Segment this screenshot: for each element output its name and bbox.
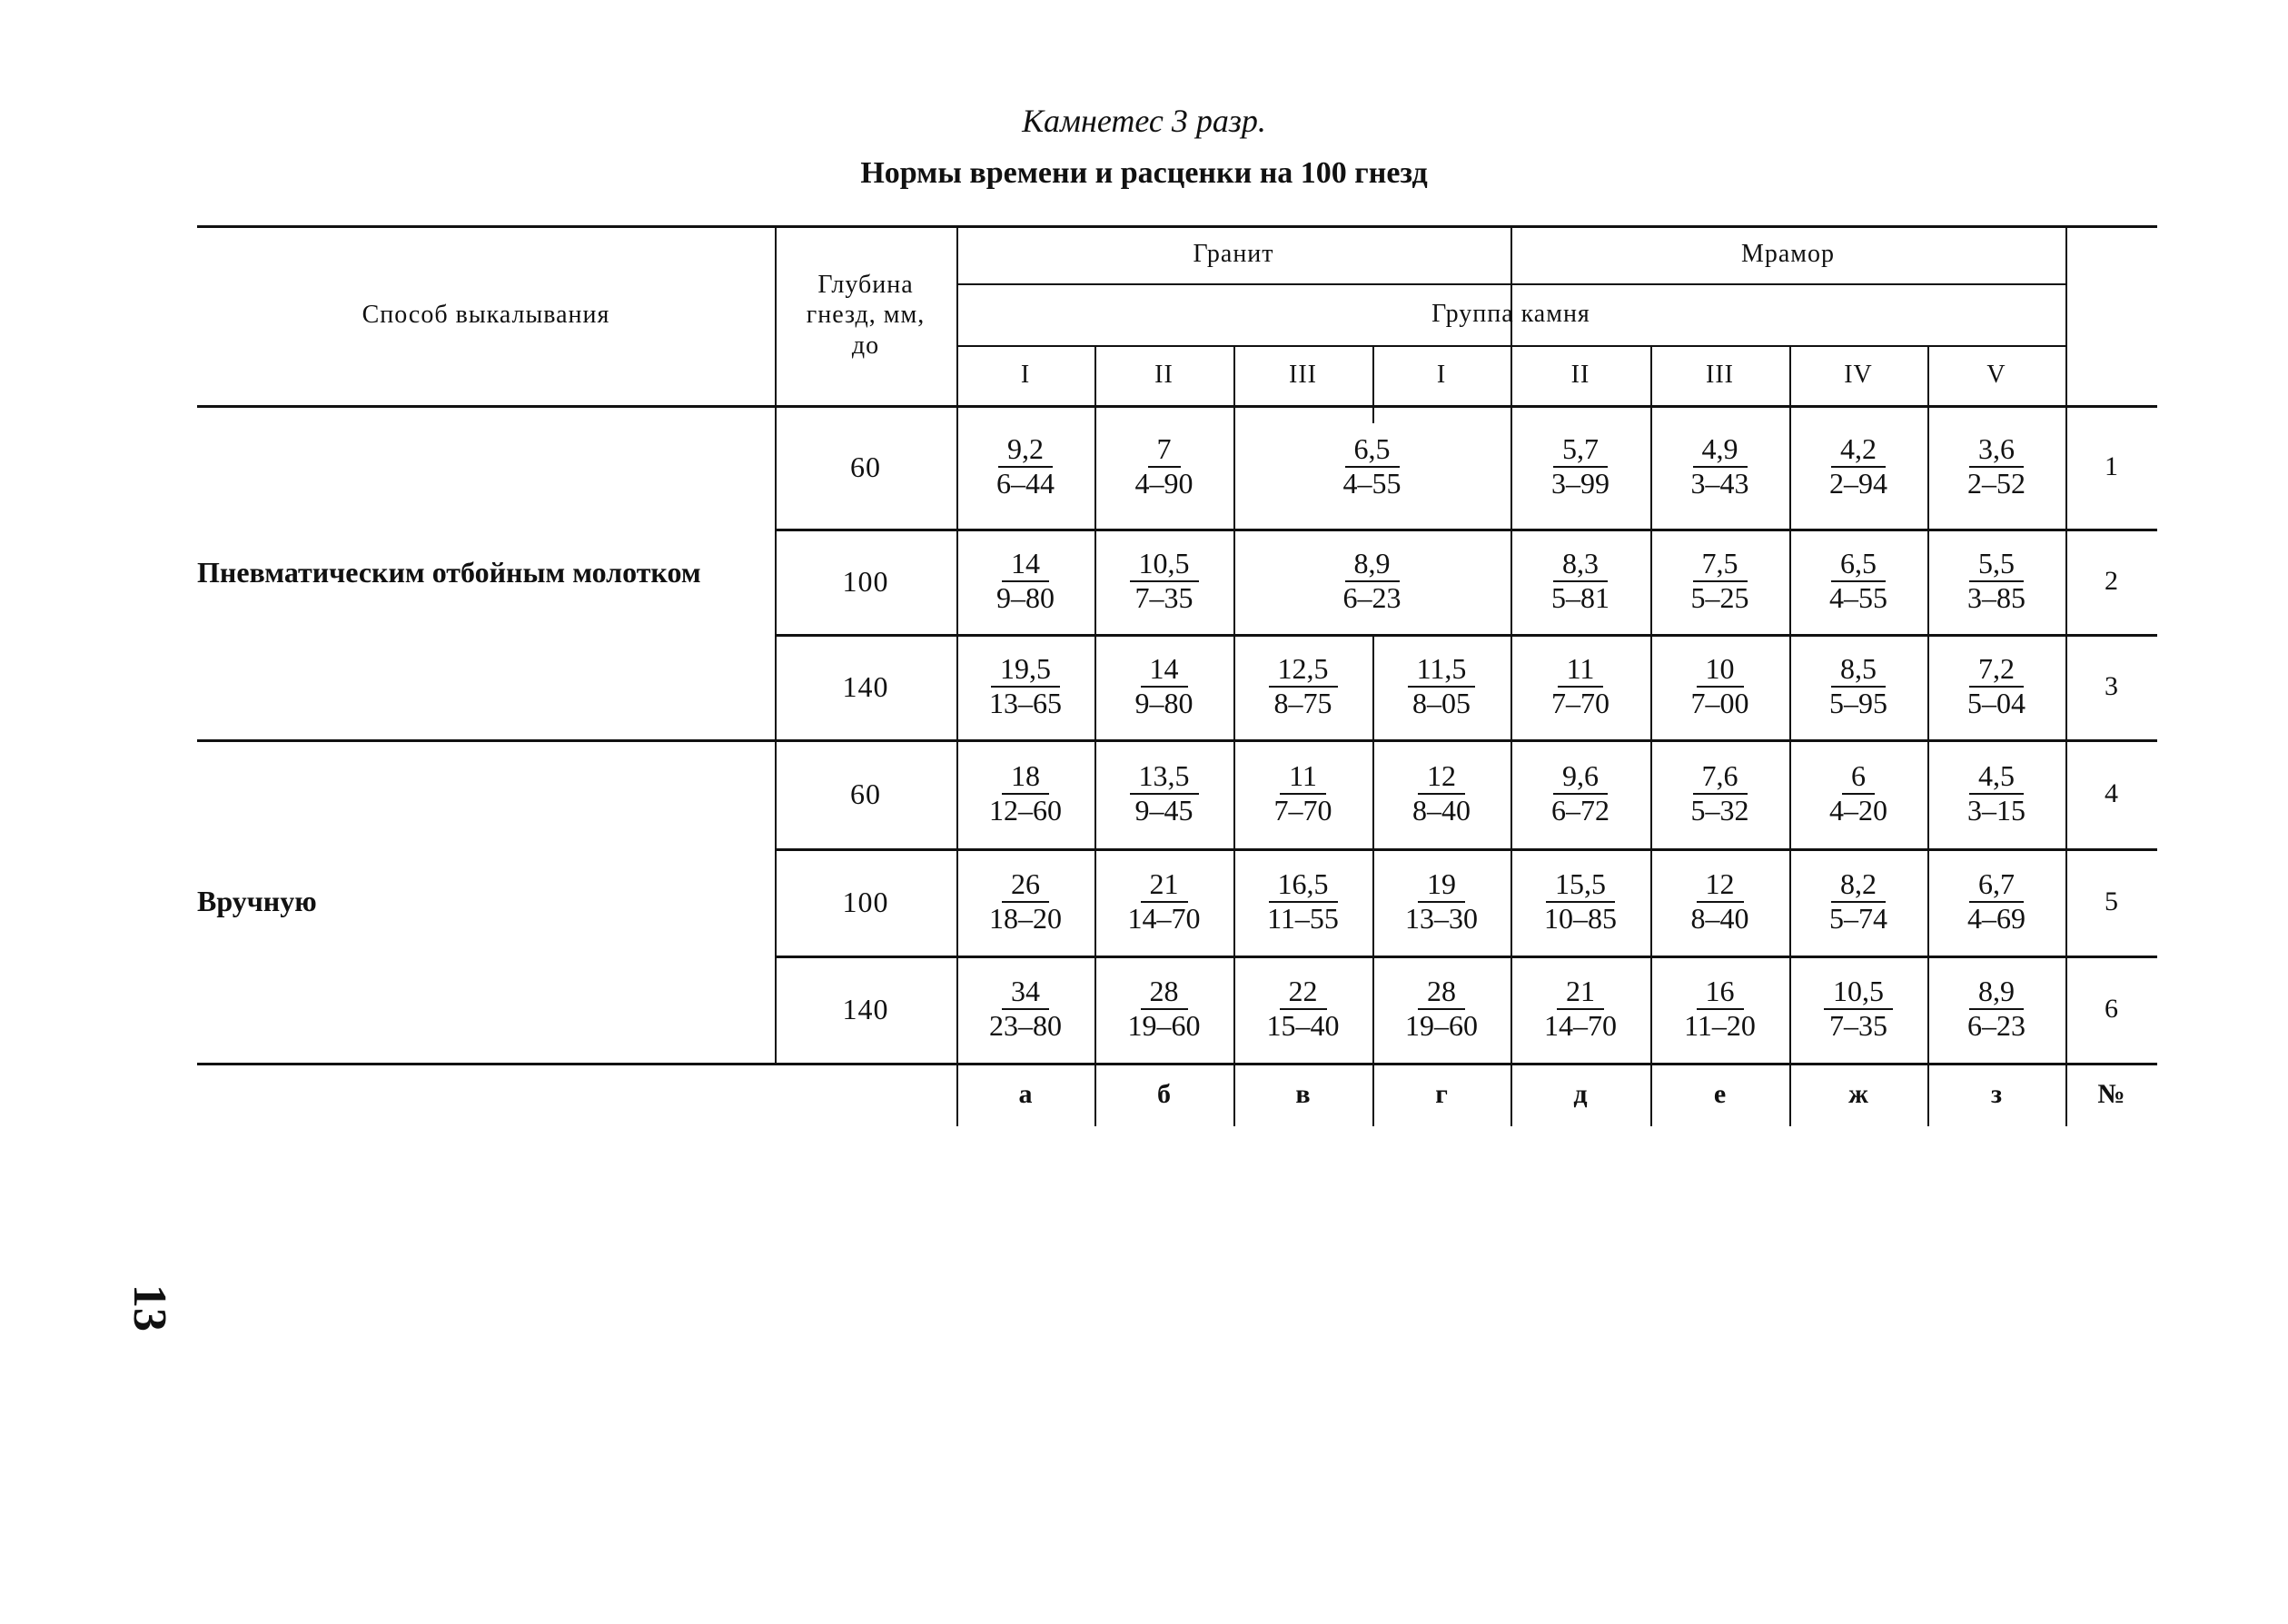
norm-rate-fraction [980, 760, 1071, 827]
norm-rate-fraction [1265, 653, 1342, 720]
time-norm: 18 [1002, 760, 1049, 795]
rate-value: 9–45 [1134, 794, 1194, 827]
norm-rate-fraction [1682, 760, 1758, 827]
number-label: № [2097, 1079, 2125, 1109]
norm-rate-fraction [1958, 868, 2035, 936]
time-norm: 13,5 [1130, 760, 1199, 795]
rate-value: 8–40 [1690, 902, 1749, 935]
norm-rate-fraction [1258, 975, 1349, 1043]
granite-header: Гранит [1193, 240, 1274, 268]
time-norm: 9,2 [998, 433, 1053, 468]
time-norm: 5,5 [1969, 548, 2024, 582]
norm-rate-fraction [1682, 653, 1758, 720]
norm-rate-fraction [987, 548, 1064, 615]
norm-rate-fraction [1958, 548, 2035, 615]
norm-rate-fraction [980, 975, 1071, 1043]
time-norm: 6,5 [1831, 548, 1886, 582]
time-norm: 11 [1280, 760, 1326, 795]
row-number: 6 [2105, 994, 2118, 1024]
norm-cell [1927, 405, 2065, 529]
stone-group-numeral: III [1289, 361, 1317, 389]
time-norm: 5,7 [1553, 433, 1608, 468]
time-norm: 4,2 [1831, 433, 1886, 468]
time-norm: 26 [1002, 868, 1049, 903]
norm-rate-fraction [1542, 433, 1619, 500]
rate-value: 7–35 [1134, 581, 1194, 614]
column-letter: з [1990, 1079, 2003, 1109]
norm-rate-fraction [1820, 760, 1897, 827]
depth-value: 140 [842, 992, 889, 1025]
norm-cell [1372, 848, 1510, 956]
time-norm: 8,5 [1831, 653, 1886, 688]
time-norm: 3,6 [1969, 433, 2024, 468]
rate-value: 7–00 [1690, 687, 1749, 719]
norm-rate-fraction [1258, 868, 1348, 936]
norm-cell [1094, 848, 1233, 956]
norm-rate-fraction [1682, 548, 1758, 615]
norm-cell [1789, 529, 1927, 634]
norm-rate-fraction [1682, 433, 1758, 500]
norm-rate-fraction [1126, 653, 1203, 720]
rate-value: 11–55 [1267, 902, 1339, 935]
rate-value: 9–80 [1134, 687, 1194, 719]
norm-rate-fraction [1820, 975, 1897, 1043]
norm-cell [1650, 739, 1789, 848]
merged-norm-cell [1233, 529, 1510, 634]
norm-rate-fraction [1820, 868, 1897, 936]
time-norm: 12 [1697, 868, 1744, 903]
norm-cell [1927, 529, 2065, 634]
norm-cell [1789, 956, 1927, 1063]
rate-value: 6–44 [996, 467, 1055, 500]
norm-cell [956, 405, 1094, 529]
merged-norm-cell [1233, 405, 1510, 529]
norm-rate-fraction [1820, 653, 1897, 720]
rate-value: 6–23 [1967, 1009, 2026, 1042]
column-letter: д [1573, 1079, 1588, 1109]
norm-rate-fraction [1265, 760, 1342, 827]
norm-rate-fraction [1119, 975, 1210, 1043]
rate-value: 5–81 [1551, 581, 1610, 614]
time-norm: 7 [1148, 433, 1181, 468]
rate-value: 7–70 [1273, 794, 1332, 827]
rate-value: 13–30 [1405, 902, 1478, 935]
stone-group-numeral: I [1020, 361, 1031, 389]
time-norm: 4,9 [1693, 433, 1748, 468]
rate-value: 6–23 [1342, 581, 1402, 614]
row-number: 5 [2105, 886, 2118, 916]
norm-cell [956, 739, 1094, 848]
rate-value: 18–20 [989, 902, 1062, 935]
norm-cell [956, 848, 1094, 956]
norm-rate-fraction [1820, 548, 1897, 615]
rate-value: 12–60 [989, 794, 1062, 827]
norm-cell [1233, 634, 1372, 739]
rate-value: 3–43 [1690, 467, 1749, 500]
column-letter: г [1435, 1079, 1448, 1109]
time-norm: 11,5 [1408, 653, 1476, 688]
norm-cell [1372, 956, 1510, 1063]
norm-cell [1650, 634, 1789, 739]
time-norm: 12 [1418, 760, 1465, 795]
rate-value: 3–15 [1967, 794, 2026, 827]
depth-value: 60 [850, 450, 881, 483]
column-letter: в [1295, 1079, 1311, 1109]
rate-value: 3–99 [1551, 467, 1610, 500]
time-norm: 12,5 [1269, 653, 1338, 688]
norm-cell [1650, 529, 1789, 634]
time-norm: 11 [1558, 653, 1604, 688]
norm-rate-fraction [1958, 975, 2035, 1043]
rate-value: 6–72 [1551, 794, 1610, 827]
rate-value: 2–94 [1829, 467, 1887, 500]
norm-rate-fraction [1126, 433, 1203, 500]
column-letter: е [1713, 1079, 1727, 1109]
norm-cell [1510, 405, 1650, 529]
rate-value: 2–52 [1967, 467, 2026, 500]
time-norm: 8,9 [1969, 975, 2024, 1010]
norm-cell [1927, 739, 2065, 848]
time-norm: 8,9 [1345, 548, 1400, 582]
time-norm: 6 [1842, 760, 1875, 795]
norm-rate-fraction [1542, 548, 1619, 615]
rate-value: 4–55 [1829, 581, 1887, 614]
time-norm: 22 [1280, 975, 1327, 1010]
rate-value: 7–70 [1551, 687, 1610, 719]
norm-cell [1789, 848, 1927, 956]
norm-cell [1510, 956, 1650, 1063]
rate-value: 10–85 [1544, 902, 1617, 935]
rate-value: 4–90 [1134, 467, 1194, 500]
norm-cell [1510, 529, 1650, 634]
depth-value: 60 [850, 777, 881, 810]
time-norm: 6,7 [1969, 868, 2024, 903]
norm-cell [1927, 956, 2065, 1063]
time-norm: 14 [1141, 653, 1188, 688]
rate-value: 23–80 [989, 1009, 1062, 1042]
norm-cell [1510, 739, 1650, 848]
stone-group-header: Группа камня [1431, 300, 1590, 328]
norm-rate-fraction [1682, 868, 1758, 936]
norm-rate-fraction [1334, 548, 1411, 615]
row-number: 1 [2105, 451, 2118, 481]
norm-rate-fraction [980, 653, 1071, 720]
row-number: 4 [2105, 778, 2118, 808]
time-norm: 16,5 [1269, 868, 1338, 903]
time-norm: 28 [1141, 975, 1188, 1010]
rate-value: 5–74 [1829, 902, 1887, 935]
rate-value: 14–70 [1127, 902, 1201, 935]
rate-value: 4–55 [1342, 467, 1402, 500]
time-norm: 14 [1002, 548, 1049, 582]
rate-value: 13–65 [989, 687, 1062, 719]
time-norm: 7,2 [1969, 653, 2024, 688]
depth-header: Глубина гнезд, мм, до [806, 270, 926, 360]
norm-cell [1372, 739, 1510, 848]
rate-value: 8–05 [1412, 687, 1471, 719]
norm-rate-fraction [1958, 653, 2035, 720]
time-norm: 34 [1002, 975, 1049, 1010]
norm-cell [1094, 956, 1233, 1063]
norm-cell [1372, 634, 1510, 739]
norm-rate-fraction [1958, 433, 2035, 500]
norm-cell [1510, 634, 1650, 739]
norm-cell [1789, 634, 1927, 739]
norm-rate-fraction [1396, 975, 1487, 1043]
norm-cell [1094, 634, 1233, 739]
norm-cell [1650, 956, 1789, 1063]
stone-group-numeral: III [1706, 361, 1734, 389]
norm-rate-fraction [1535, 975, 1626, 1043]
norm-rate-fraction [1126, 760, 1203, 827]
time-norm: 10,5 [1824, 975, 1893, 1010]
norm-rate-fraction [1396, 868, 1487, 936]
norm-cell [1094, 529, 1233, 634]
time-norm: 8,3 [1553, 548, 1608, 582]
page-number: 13 [124, 1284, 176, 1332]
stone-group-numeral: II [1570, 361, 1590, 389]
stone-group-numeral: II [1154, 361, 1174, 389]
norm-cell [1927, 634, 2065, 739]
time-norm: 4,5 [1969, 760, 2024, 795]
stone-group-numeral: I [1436, 361, 1447, 389]
norm-cell [1650, 405, 1789, 529]
norm-rate-fraction [980, 868, 1071, 936]
method-label-pneumatic: Пневматическим отбойным молотком [197, 555, 701, 589]
rate-value: 14–70 [1544, 1009, 1617, 1042]
rate-value: 3–85 [1967, 581, 2026, 614]
norm-rate-fraction [987, 433, 1064, 500]
rate-value: 8–75 [1273, 687, 1332, 719]
time-norm: 19 [1418, 868, 1465, 903]
row-number: 2 [2105, 566, 2118, 596]
norm-cell [956, 634, 1094, 739]
rate-value: 5–95 [1829, 687, 1887, 719]
column-letter: б [1157, 1079, 1171, 1109]
norm-cell [1650, 848, 1789, 956]
time-norm: 8,2 [1831, 868, 1886, 903]
document-title: Нормы времени и расценки на 100 гнезд [860, 156, 1428, 190]
norm-rate-fraction [1820, 433, 1897, 500]
norm-cell [1233, 739, 1372, 848]
norm-cell [1094, 405, 1233, 529]
rate-value: 5–04 [1967, 687, 2026, 719]
norm-rate-fraction [1126, 548, 1203, 615]
document-subtitle: Камнетес 3 разр. [1022, 103, 1266, 139]
time-norm: 28 [1418, 975, 1465, 1010]
norm-cell [1233, 956, 1372, 1063]
rate-value: 7–35 [1829, 1009, 1887, 1042]
norm-cell [1789, 405, 1927, 529]
method-header: Способ выкалывания [362, 301, 610, 329]
rate-value: 5–25 [1690, 581, 1749, 614]
norm-rate-fraction [1403, 653, 1480, 720]
rate-value: 15–40 [1266, 1009, 1340, 1042]
column-letter: а [1018, 1079, 1033, 1109]
norm-rate-fraction [1535, 868, 1626, 936]
norm-cell [956, 956, 1094, 1063]
rate-value: 4–20 [1829, 794, 1887, 827]
norm-rate-fraction [1542, 760, 1619, 827]
norm-cell [1927, 848, 2065, 956]
rate-value: 19–60 [1405, 1009, 1478, 1042]
norm-rate-fraction [1958, 760, 2035, 827]
rate-value: 9–80 [996, 581, 1055, 614]
stone-group-numeral: V [1986, 361, 2006, 389]
stone-group-numeral: IV [1844, 361, 1873, 389]
rate-value: 19–60 [1127, 1009, 1201, 1042]
time-norm: 15,5 [1546, 868, 1615, 903]
norm-cell [1094, 739, 1233, 848]
time-norm: 10 [1697, 653, 1744, 688]
rate-value: 11–20 [1684, 1009, 1756, 1042]
time-norm: 21 [1141, 868, 1188, 903]
depth-value: 100 [842, 885, 889, 918]
method-label-manual: Вручную [197, 884, 317, 917]
norm-cell [956, 529, 1094, 634]
depth-value: 100 [842, 564, 889, 598]
time-norm: 6,5 [1345, 433, 1400, 468]
norm-rate-fraction [1675, 975, 1765, 1043]
rate-value: 8–40 [1412, 794, 1471, 827]
norm-cell [1789, 739, 1927, 848]
time-norm: 9,6 [1553, 760, 1608, 795]
time-norm: 19,5 [991, 653, 1060, 688]
norm-cell [1510, 848, 1650, 956]
depth-value: 140 [842, 669, 889, 703]
norm-cell [1233, 848, 1372, 956]
time-norm: 16 [1697, 975, 1744, 1010]
norm-rate-fraction [1334, 433, 1411, 500]
norm-rate-fraction [1542, 653, 1619, 720]
time-norm: 10,5 [1130, 548, 1199, 582]
row-number: 3 [2105, 671, 2118, 701]
norm-rate-fraction [1119, 868, 1210, 936]
time-norm: 7,6 [1693, 760, 1748, 795]
marble-header: Мрамор [1740, 240, 1836, 268]
rate-value: 5–32 [1690, 794, 1749, 827]
time-norm: 21 [1557, 975, 1604, 1010]
norm-rate-fraction [1403, 760, 1480, 827]
rate-value: 4–69 [1967, 902, 2026, 935]
column-letter: ж [1848, 1079, 1868, 1109]
time-norm: 7,5 [1693, 548, 1748, 582]
